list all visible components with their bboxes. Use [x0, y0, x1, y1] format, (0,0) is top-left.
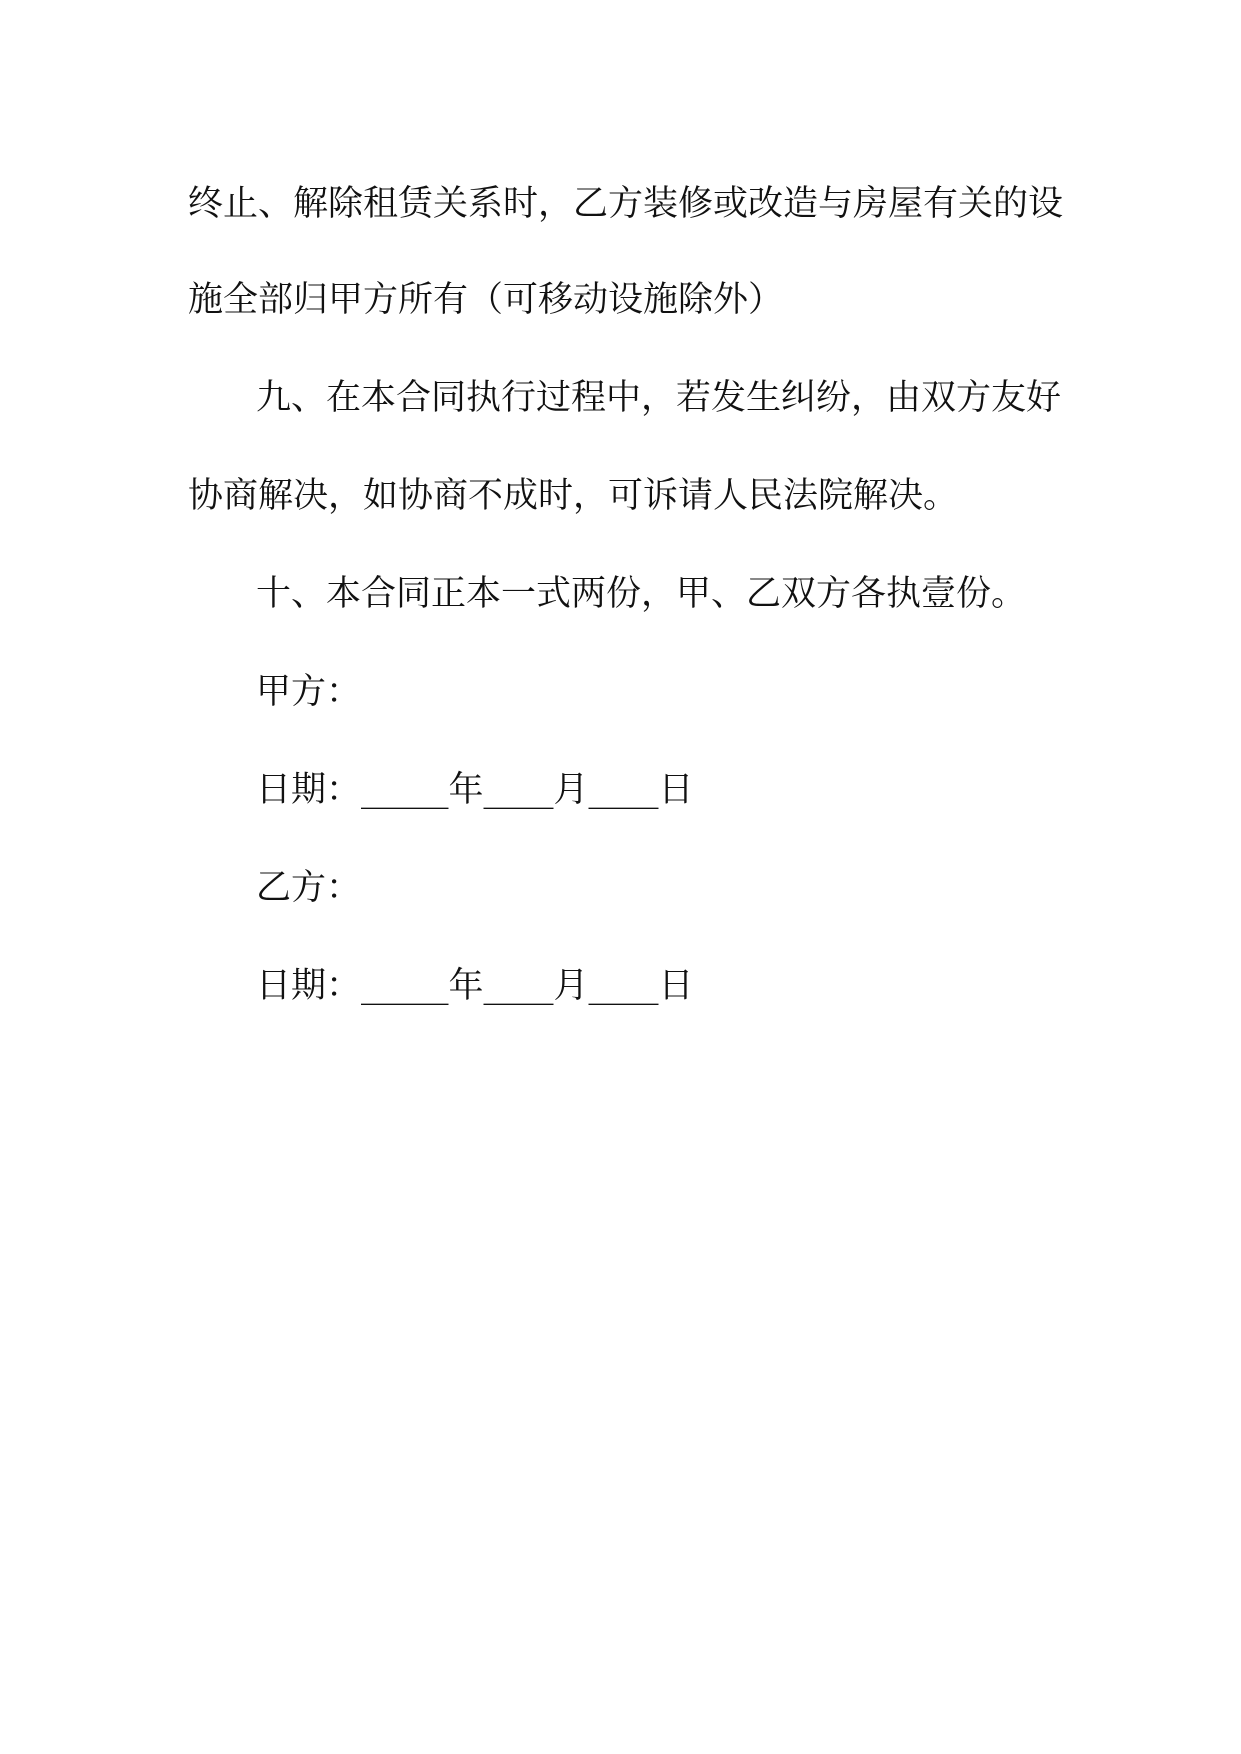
party-b-label: 乙方：	[256, 868, 362, 908]
clause-nine-line-1: 九、在本合同执行过程中，若发生纠纷，由双方友好	[256, 378, 1062, 418]
paragraph-line-facilities: 施全部归甲方所有（可移动设施除外）	[188, 280, 784, 320]
party-a-label: 甲方：	[256, 672, 362, 712]
clause-ten: 十、本合同正本一式两份，甲、乙双方各执壹份。	[256, 574, 1027, 614]
clause-nine-line-2: 协商解决，如协商不成时，可诉请人民法院解决。	[188, 476, 959, 516]
party-b-date: 日期：_____年____月____日	[256, 966, 694, 1006]
paragraph-line-termination-cont: 终止、解除租赁关系时，乙方装修或改造与房屋有关的设	[188, 184, 1064, 224]
party-a-date: 日期：_____年____月____日	[256, 770, 694, 810]
